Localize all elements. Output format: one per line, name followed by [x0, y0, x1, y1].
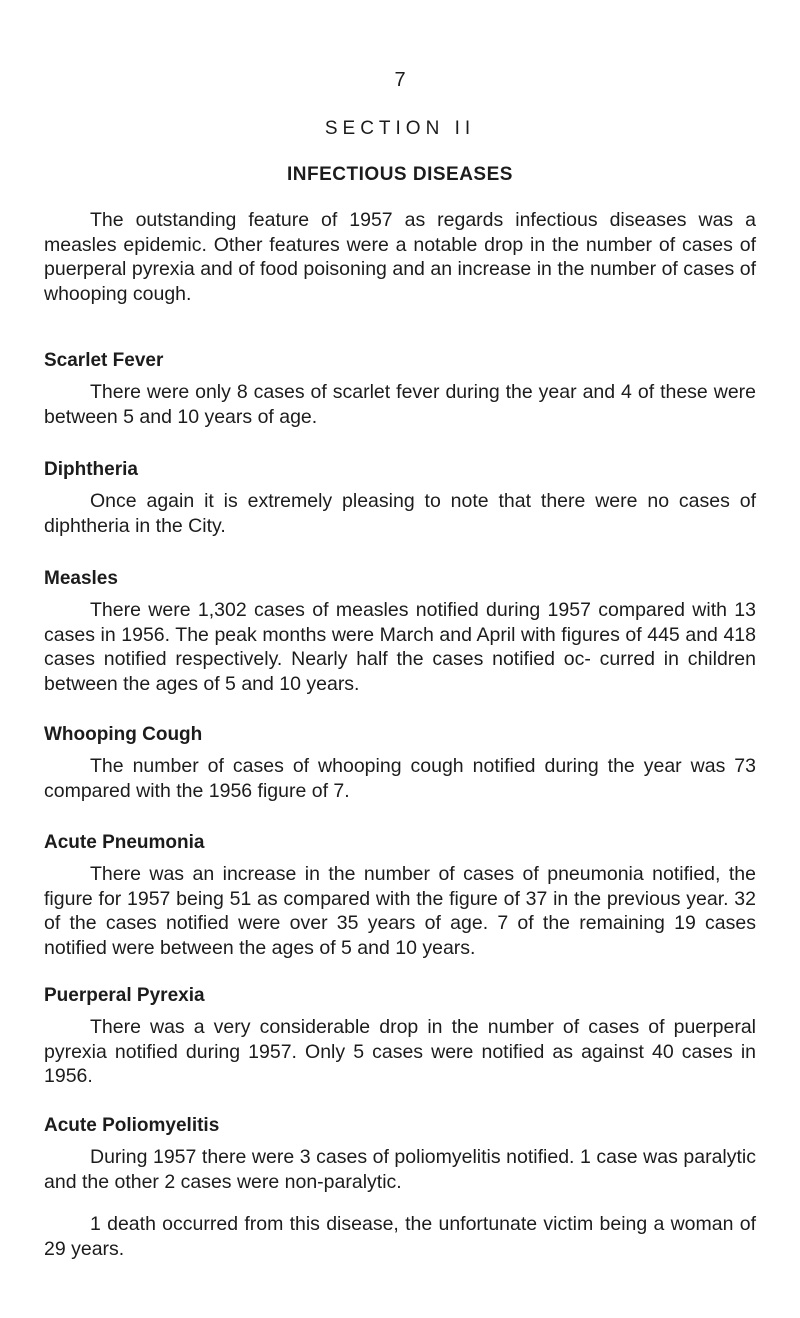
intro-paragraph: The outstanding feature of 1957 as regards infectious diseases was a measles epidemic. Other features were a notable drop in the number of cases of puerperal pyrexia and of food poisoning and an increase in the number of cases of whooping cough. [44, 209, 756, 305]
section-measles [44, 567, 756, 696]
section-paragraph: The number of cases of whooping cough notified during the year was 73 compared with the 1956 figure of 7. [44, 755, 756, 802]
section-heading: Whooping Cough [44, 724, 203, 745]
section-scarlet-fever [44, 349, 756, 429]
section-whooping-cough [44, 723, 756, 803]
section-paragraph: There was an increase in the number of cases of pneumonia notified, the figure for 1957 being 51 as compared with the figure of 37 in the previous year. 32 of the cases notified were over 35 years of age. 7 of the remaining 19 cases notified were between the ages of 5 and 10 years. [44, 863, 756, 959]
section-label: SECTION II [324, 118, 476, 139]
intro-block [44, 208, 756, 306]
section-acute-poliomyelitis [44, 1114, 756, 1261]
section-title: INFECTIOUS DISEASES [287, 164, 513, 185]
section-puerperal-pyrexia [44, 984, 756, 1089]
section-acute-pneumonia [44, 831, 756, 960]
section-heading: Diphtheria [44, 459, 138, 480]
section-heading: Acute Poliomyelitis [44, 1115, 220, 1136]
section-heading: Scarlet Fever [44, 350, 164, 371]
section-paragraph: There were 1,302 cases of measles notified during 1957 compared with 13 cases in 1956. The peak months were March and April with figures of 445 and 418 cases notified respectively. Nearly half the cases notified oc- curred in children between the ages of 5 and 10 years. [44, 599, 756, 695]
page-number: 7 [394, 69, 406, 91]
section-paragraph: 1 death occurred from this disease, the unfortunate victim being a woman of 29 years. [44, 1213, 756, 1260]
section-diphtheria [44, 458, 756, 538]
section-heading: Acute Pneumonia [44, 832, 205, 853]
section-paragraph: There were only 8 cases of scarlet fever during the year and 4 of these were between 5 and 10 years of age. [44, 381, 756, 428]
section-heading: Measles [44, 568, 118, 589]
section-paragraph: During 1957 there were 3 cases of poliomyelitis notified. 1 case was paralytic and the other 2 cases were non-paralytic. [44, 1146, 756, 1193]
section-paragraph: There was a very considerable drop in the number of cases of puerperal pyrexia notified during 1957. Only 5 cases were notified as against 40 cases in 1956. [44, 1016, 756, 1087]
section-paragraph: Once again it is extremely pleasing to note that there were no cases of diphtheria in the City. [44, 490, 756, 537]
section-heading: Puerperal Pyrexia [44, 985, 205, 1006]
